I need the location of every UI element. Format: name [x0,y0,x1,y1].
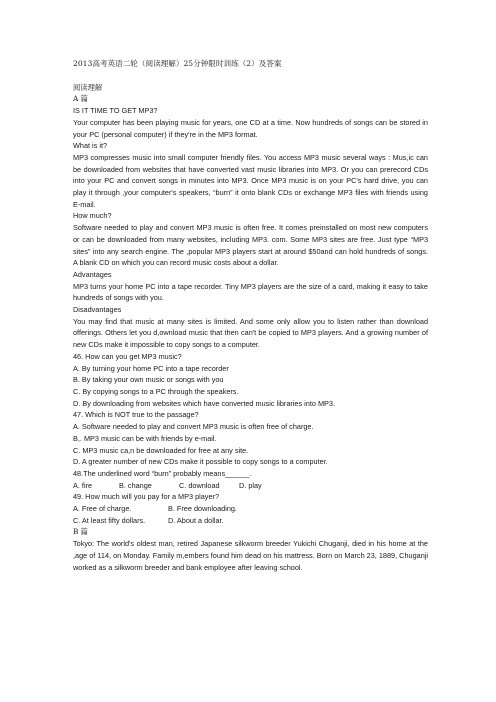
option-46c: C. By copying songs to a PC through the speakers. [73,386,239,396]
part-a-label: A 篇 [73,94,88,104]
disadvantages-heading: Disadvantages [73,305,122,315]
option-49c: C. At least fifty dollars. [73,515,146,525]
option-49b: B. Free downloading. [168,504,237,514]
what-heading: What is it? [73,141,108,151]
question-47: 47. Which is NOT true to the passage? [73,410,199,420]
question-49: 49. How much will you pay for a MP3 player? [73,492,220,502]
option-48b: B. change [119,480,152,490]
document-body [73,58,428,573]
option-47a: A. Software needed to play and convert MP3 music is often free of charge. [73,422,314,432]
advantages-heading: Advantages [73,269,112,279]
options-48 [73,480,428,492]
how-much-paragraph: Software needed to play and convert MP3 music is often free. It comes preinstalled on most new computers or can be downloaded from many websites, including MP3. com. Some MP3 sites are free. Just type “MP3 sites” into any search engine. The ,popular MP3 players start at around $50and can hold hundreds of songs. A blank CD on which you can record music costs about a dollar. [73,223,428,268]
option-46d: D. By downloading from websites which have converted music libraries into MP3. [73,398,335,408]
options-49-row1 [73,503,428,515]
how-much-heading: How much? [73,211,112,221]
section-heading: 阅读理解 [73,82,103,92]
option-47c: C. MP3 music ca,n be downloaded for free at any site. [73,445,249,455]
option-47b: B,. MP3 music can be with friends by e-mail. [73,433,217,443]
what-paragraph: MP3 compresses music into small computer friendly files. You access MP3 music several ways : Mus,ic can be downloaded from websites that have converted vast music libraries into MP3. Or you can prerecord CDs into your PC and convert songs in minutes into MP3. Once MP3 music is on your PC's hard drive, you can play it through ,your computer's speakers, “burn” it onto blank CDs or exchange MP3 files with friends using E-mail. [73,152,428,209]
option-49d: D. About a dollar. [168,515,224,525]
part-b-label: B 篇 [73,527,88,537]
question-48: 48.The underlined word “burn” probably means______. [73,468,252,478]
option-46a: A. By turning your home PC into a tape recorder [73,363,229,373]
option-48c: C. download [179,480,220,490]
option-46b: B. By taking your own music or songs with you [73,375,224,385]
disadvantages-paragraph: You may find that music at many sites is limited. And some only allow you to listen rather than download offerings. Others let you d,ownload music that then can't be copied to MP3 players. And a growing number of new CDs make it impossible to copy songs to a computer. [73,316,428,350]
options-49-row2 [73,515,428,527]
passage-headline: IS IT TIME TO GET MP3? [73,106,158,116]
intro-paragraph: Your computer has been playing music for years, one CD at a time. Now hundreds of songs can be stored in your PC (personal computer) if they're in the MP3 format. [73,117,428,139]
advantages-paragraph: MP3 turns your home PC into a tape recorder. Tiny MP3 players are the size of a card, making it easy to take hundreds of songs with you. [73,281,428,303]
part-b-paragraph: Tokyo: The world's oldest man, retired Japanese silkworm breeder Yukichi Chuganji, died in his home at the ,age of 114, on Monday. Family m,embers found him dead on his mattress. Born on March 23, 1889, Chuganji worked as a silkworm breeder and bank employee after leaving school. [73,539,428,572]
option-48a: A. fire [73,480,93,490]
document-title: 2013高考英语二轮（阅读理解）25分钟限时训练（2）及答案 [73,59,282,68]
question-46: 46. How can you get MP3 music? [73,351,182,361]
option-47d: D. A greater number of new CDs make it possible to copy songs to a computer. [73,457,328,467]
option-49a: A. Free of charge. [73,504,132,514]
option-48d: D. play [239,480,262,490]
